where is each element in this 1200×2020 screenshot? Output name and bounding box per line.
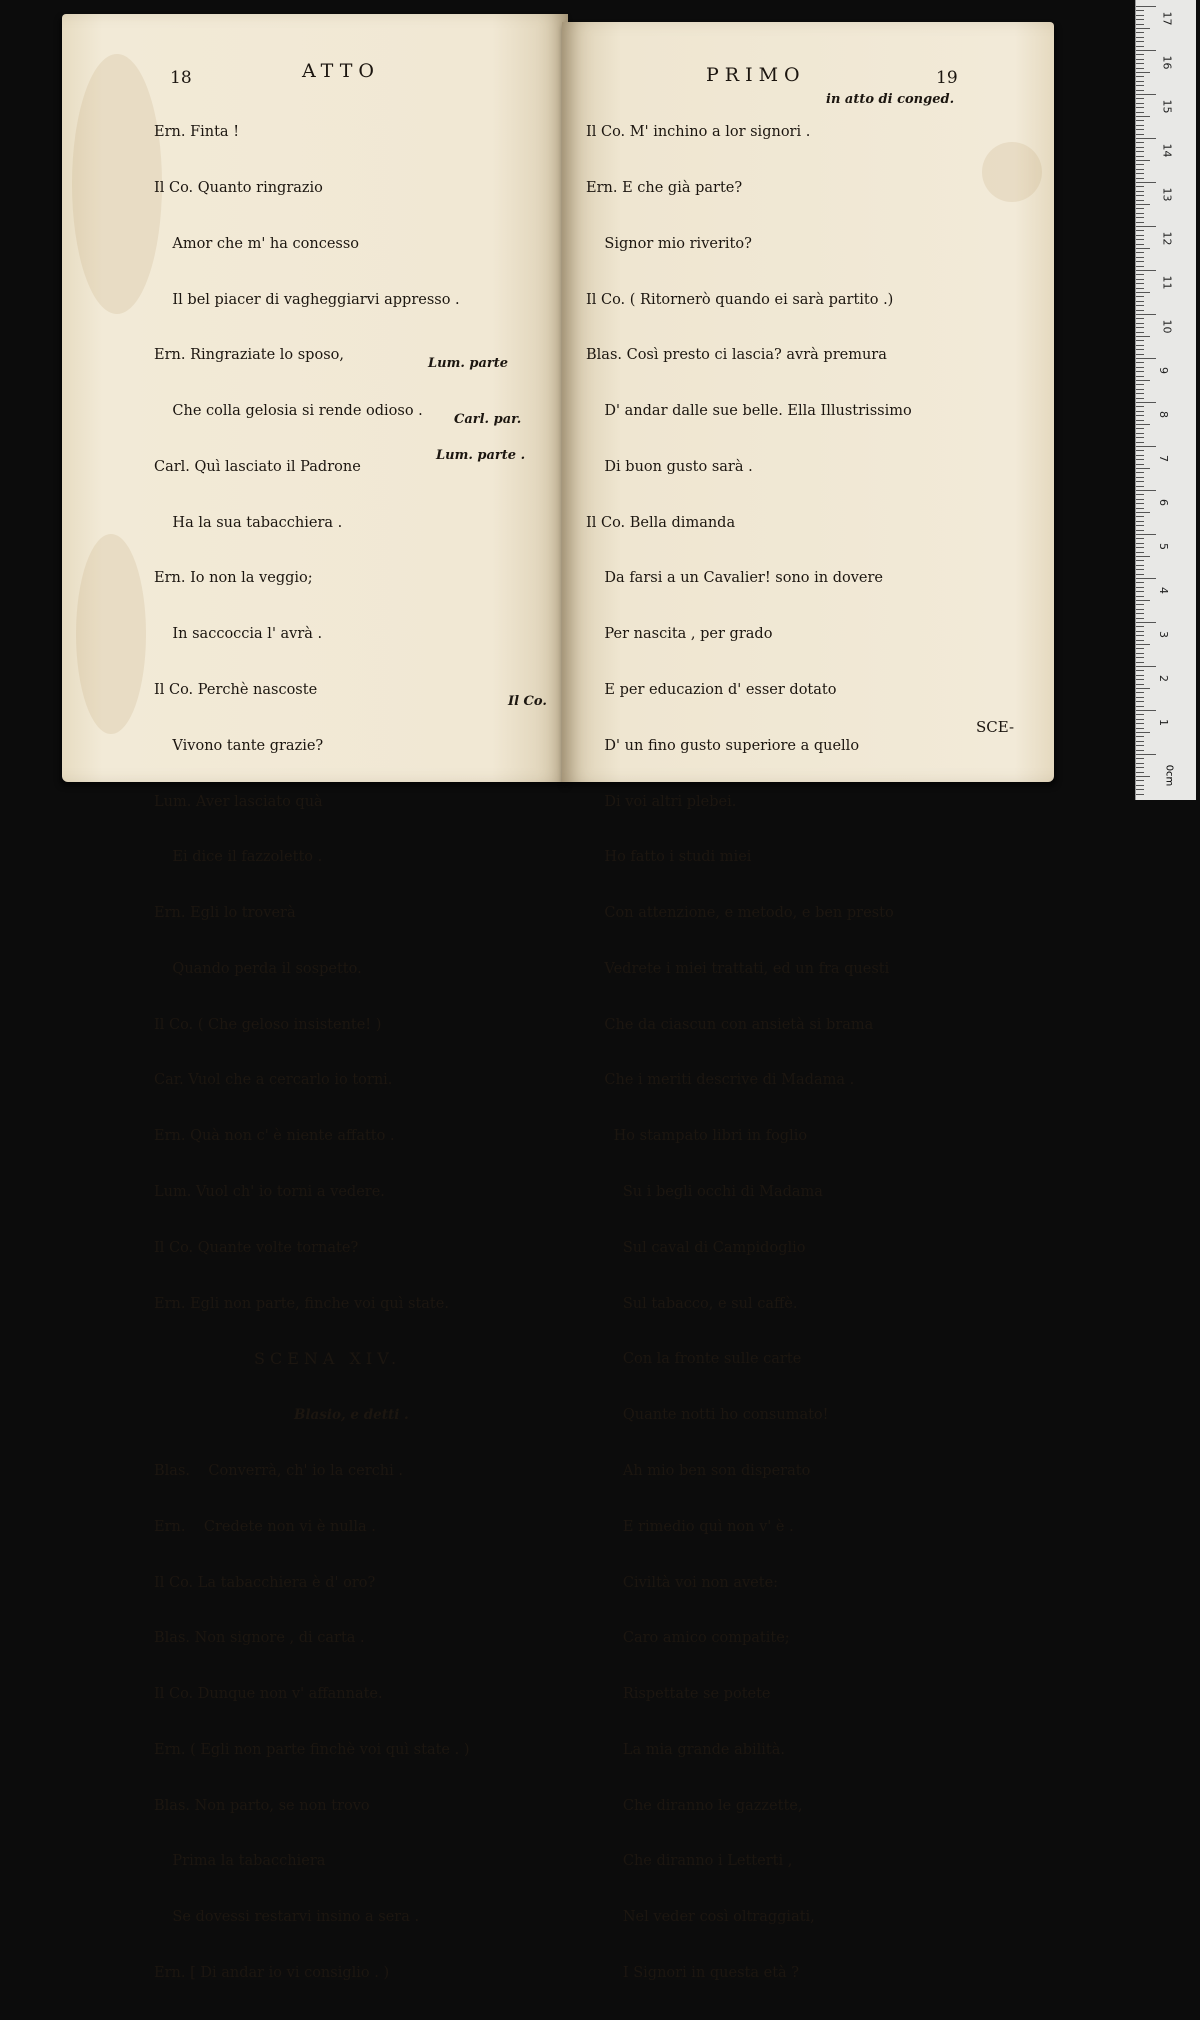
ruler-tick [1136, 464, 1144, 465]
ruler-tick [1136, 472, 1144, 473]
ruler-tick [1136, 138, 1156, 139]
text-line: Ah mio ben son disperato [586, 1462, 811, 1479]
ruler-tick [1136, 283, 1144, 284]
text-line: Ha la sua tabacchiera . [154, 514, 343, 531]
ruler-tick [1136, 279, 1144, 280]
ruler-tick [1136, 345, 1144, 346]
ruler-tick [1136, 600, 1150, 601]
ruler-tick [1136, 714, 1144, 715]
measurement-ruler [1135, 0, 1196, 800]
ruler-tick [1136, 200, 1144, 201]
ruler-tick [1136, 288, 1144, 289]
text-line: Ern. Egli non parte, finche voi quì state. [154, 1295, 449, 1312]
ruler-tick [1136, 178, 1144, 179]
ruler-tick [1136, 314, 1156, 315]
ruler-tick [1136, 468, 1150, 469]
text-line: Ern. Quà non c' è niente affatto . [154, 1128, 395, 1145]
ruler-tick [1136, 455, 1144, 456]
text-line: Il Co. Perchè nascoste [154, 682, 318, 698]
ruler-tick [1136, 10, 1144, 11]
ruler-tick [1136, 648, 1144, 649]
ruler-number: 10 [1160, 319, 1174, 334]
ruler-tick [1136, 512, 1150, 513]
ruler-tick [1136, 327, 1144, 328]
text-line: Il Co. M' inchino a lor signori . [586, 124, 811, 141]
text-line: Quando perda il sospetto. [154, 960, 362, 977]
ruler-tick [1136, 235, 1144, 236]
ruler-tick [1136, 32, 1144, 33]
ruler-tick [1136, 367, 1144, 368]
text-line: Che diranno i Letterti , [586, 1853, 793, 1870]
text-line: Su i begli occhi di Madama [586, 1184, 823, 1201]
ruler-tick [1136, 446, 1156, 447]
ruler-tick [1136, 622, 1156, 623]
ruler-tick [1136, 125, 1144, 126]
ruler-tick [1136, 437, 1144, 438]
text-line: Con la fronte sulle carte [586, 1351, 802, 1368]
ruler-tick [1136, 547, 1144, 548]
text-line: Blas. Converrà, ch' io la cerchi . [154, 1462, 403, 1479]
ruler-tick [1136, 560, 1144, 561]
open-book [62, 8, 1062, 1981]
ruler-tick [1136, 195, 1144, 196]
ruler-tick [1136, 156, 1144, 157]
page-number: 19 [936, 68, 958, 88]
text-line: E per educazion d' esser dotato [586, 682, 837, 698]
paper-stain [72, 54, 162, 314]
ruler-tick [1136, 116, 1150, 117]
ruler-tick [1136, 257, 1144, 258]
text-line: I Signori in questa età ? [586, 1964, 800, 1981]
text-line: Ern. Egli lo troverà [154, 905, 296, 922]
ruler-number: 17 [1160, 11, 1174, 26]
ruler-tick [1136, 415, 1144, 416]
ruler-tick [1136, 477, 1144, 478]
ruler-tick [1136, 323, 1144, 324]
text-line: In saccoccia l' avrà . [154, 626, 323, 643]
ruler-number: 13 [1160, 187, 1174, 202]
ruler-tick [1136, 666, 1156, 667]
ruler-tick [1136, 252, 1144, 253]
ruler-tick [1136, 318, 1144, 319]
ruler-number: 6 [1157, 499, 1170, 506]
stage-direction: Lum. parte . [436, 448, 526, 463]
ruler-tick [1136, 182, 1156, 183]
ruler-tick [1136, 204, 1150, 205]
ruler-tick [1136, 37, 1144, 38]
ruler-tick [1136, 552, 1144, 553]
running-header: PRIMO [706, 64, 806, 86]
ruler-tick [1136, 442, 1144, 443]
ruler-tick [1136, 662, 1144, 663]
ruler-tick [1136, 679, 1144, 680]
ruler-number: 11 [1160, 275, 1174, 290]
ruler-tick [1136, 420, 1144, 421]
text-line: Carl. Quì lasciato il Padrone [154, 458, 361, 475]
ruler-number: 2 [1157, 675, 1170, 682]
text-line: Sul tabacco, e sul caffè. [586, 1295, 798, 1312]
ruler-number: 9 [1157, 367, 1170, 374]
text-line: Ern. [ Di andar io vi consiglio . ) [154, 1964, 390, 1981]
catchword: Il Co. [508, 694, 547, 709]
ruler-tick [1136, 362, 1144, 363]
ruler-tick [1136, 697, 1144, 698]
page-number: 18 [170, 68, 192, 88]
text-line: Nel veder così oltraggiati, [586, 1909, 815, 1926]
stage-direction: Carl. par. [454, 412, 522, 427]
text-line: Da farsi a un Cavalier! sono in dovere [586, 570, 884, 587]
text-line: E rimedio quì non v' è . [586, 1518, 794, 1535]
ruler-tick [1136, 543, 1144, 544]
ruler-tick [1136, 191, 1144, 192]
text-line: Prima la tabacchiera [154, 1853, 326, 1870]
ruler-tick [1136, 736, 1144, 737]
ruler-tick [1136, 710, 1156, 711]
ruler-tick [1136, 640, 1144, 641]
ruler-tick [1136, 596, 1144, 597]
scene-characters: Blasio, e detti . [294, 1407, 409, 1424]
ruler-tick [1136, 358, 1156, 359]
text-line: D' un fino gusto superiore a quello [586, 737, 860, 754]
ruler-tick [1136, 732, 1150, 733]
ruler-tick [1136, 402, 1156, 403]
text-line: Lum. Aver lasciato quà [154, 793, 323, 810]
text-line: La mia grande abilità. [586, 1741, 785, 1758]
left-text-block [154, 86, 469, 2020]
ruler-tick [1136, 292, 1150, 293]
text-line: Rispettate se potete [586, 1686, 771, 1703]
ruler-tick [1136, 186, 1144, 187]
text-line: Ho stampato libri in foglio [586, 1128, 808, 1145]
ruler-tick [1136, 296, 1144, 297]
stage-direction: in atto di conged. [826, 92, 955, 107]
paper-stain [76, 534, 146, 734]
text-line: Il bel piacer di vagheggiarvi appresso . [154, 291, 460, 308]
ruler-tick [1136, 618, 1144, 619]
ruler-tick [1136, 574, 1144, 575]
ruler-tick [1136, 776, 1150, 777]
ruler-tick [1136, 635, 1144, 636]
ruler-tick [1136, 248, 1150, 249]
ruler-tick [1136, 675, 1144, 676]
ruler-tick [1136, 556, 1150, 557]
text-line: Il Co. Quante volte tornate? [154, 1239, 359, 1256]
ruler-tick [1136, 525, 1144, 526]
ruler-tick [1136, 222, 1144, 223]
text-line: Ern. Io non la veggio; [154, 570, 313, 587]
ruler-tick [1136, 424, 1150, 425]
text-line: Caro amico compatite; [586, 1630, 790, 1647]
ruler-tick [1136, 433, 1144, 434]
ruler-tick [1136, 76, 1144, 77]
ruler-tick [1136, 644, 1150, 645]
ruler-tick [1136, 19, 1144, 20]
ruler-tick [1136, 406, 1144, 407]
running-header: ATTO [302, 60, 380, 82]
text-line: Ern. Credete non vi è nulla . [154, 1518, 376, 1535]
text-line: Con attenzione, e metodo, e ben presto [586, 905, 894, 922]
ruler-tick [1136, 147, 1144, 148]
ruler-number: 1 [1157, 719, 1170, 726]
ruler-tick [1136, 508, 1144, 509]
text-line: Ern. Finta ! [154, 124, 240, 141]
text-line: Il Co. Dunque non v' affannate. [154, 1686, 383, 1703]
ruler-tick [1136, 239, 1144, 240]
ruler-tick [1136, 151, 1144, 152]
ruler-tick [1136, 266, 1144, 267]
ruler-tick [1136, 81, 1144, 82]
ruler-tick [1136, 719, 1144, 720]
text-line: Ern. Ringraziate lo sposo, [154, 347, 344, 364]
ruler-tick [1136, 728, 1144, 729]
ruler-tick [1136, 741, 1144, 742]
ruler-number: 3 [1157, 631, 1170, 638]
ruler-tick [1136, 758, 1144, 759]
ruler-tick [1136, 305, 1144, 306]
ruler-tick [1136, 626, 1144, 627]
right-page [562, 22, 1054, 1981]
text-line: Lum. Vuol ch' io torni a vedere. [154, 1184, 385, 1201]
ruler-tick [1136, 142, 1144, 143]
ruler-tick [1136, 750, 1144, 751]
text-line: Che diranno le gazzette, [586, 1797, 803, 1814]
ruler-tick [1136, 134, 1144, 135]
ruler-tick [1136, 354, 1144, 355]
ruler-tick [1136, 230, 1144, 231]
ruler-tick [1136, 723, 1144, 724]
ruler-tick [1136, 706, 1144, 707]
ruler-tick [1136, 160, 1150, 161]
ruler-tick [1136, 684, 1144, 685]
ruler-tick [1136, 393, 1144, 394]
ruler-tick [1136, 261, 1144, 262]
ruler-tick [1136, 72, 1150, 73]
ruler-tick [1136, 68, 1144, 69]
ruler-tick [1136, 587, 1144, 588]
text-line: Ern. ( Egli non parte finchè voi quì state . ) [154, 1741, 470, 1758]
text-line: Il Co. ( Ritornerò quando ei sarà partito .) [586, 291, 894, 308]
ruler-tick [1136, 578, 1156, 579]
text-line: Di voi altri plebei. [586, 793, 737, 810]
ruler-tick [1136, 349, 1144, 350]
text-line: Che da ciascun con ansietà si brama [586, 1016, 874, 1033]
text-line: Signor mio riverito? [586, 235, 752, 252]
ruler-tick [1136, 24, 1144, 25]
left-page [62, 14, 568, 1981]
ruler-tick [1136, 63, 1144, 64]
text-line: Sul caval di Campidoglio [586, 1239, 806, 1256]
ruler-tick [1136, 389, 1144, 390]
ruler-number: 14 [1160, 143, 1174, 158]
ruler-tick [1136, 657, 1144, 658]
ruler-tick [1136, 653, 1144, 654]
ruler-tick [1136, 772, 1144, 773]
text-line: Il Co. La tabacchiera è d' oro? [154, 1574, 376, 1591]
ruler-tick [1136, 490, 1156, 491]
ruler-tick [1136, 754, 1156, 755]
ruler-tick [1136, 112, 1144, 113]
text-line: Di buon gusto sarà . [586, 458, 753, 475]
ruler-tick [1136, 90, 1144, 91]
ruler-tick [1136, 411, 1144, 412]
ruler-unit-label: 0cm [1163, 764, 1175, 787]
ruler-tick [1136, 565, 1144, 566]
text-line: Vivono tante grazie? [154, 737, 324, 754]
ruler-tick [1136, 516, 1144, 517]
text-line: Blas. Non parto, se non trovo [154, 1797, 370, 1814]
ruler-tick [1136, 450, 1144, 451]
ruler-tick [1136, 301, 1144, 302]
ruler-tick [1136, 98, 1144, 99]
ruler-tick [1136, 310, 1144, 311]
ruler-tick [1136, 384, 1144, 385]
ruler-tick [1136, 499, 1144, 500]
ruler-tick [1136, 107, 1144, 108]
ruler-tick [1136, 103, 1144, 104]
ruler-tick [1136, 340, 1144, 341]
ruler-tick [1136, 46, 1144, 47]
ruler-tick [1136, 701, 1144, 702]
ruler-tick [1136, 494, 1144, 495]
ruler-tick [1136, 692, 1144, 693]
ruler-tick [1136, 398, 1144, 399]
ruler-tick [1136, 604, 1144, 605]
ruler-tick [1136, 794, 1144, 795]
ruler-tick [1136, 94, 1156, 95]
ruler-tick [1136, 785, 1144, 786]
stage-direction: Lum. parte [428, 356, 509, 371]
ruler-tick [1136, 609, 1144, 610]
ruler-tick [1136, 41, 1144, 42]
ruler-tick [1136, 582, 1144, 583]
text-line: Il Co. Bella dimanda [586, 514, 736, 531]
ruler-tick [1136, 129, 1144, 130]
ruler-number: 8 [1157, 411, 1170, 418]
text-line: Blas. Così presto ci lascia? avrà premura [586, 347, 887, 364]
catchword: SCE- [976, 718, 1015, 736]
text-line: Il Co. ( Che geloso insistente! ) [154, 1016, 382, 1033]
ruler-tick [1136, 530, 1144, 531]
ruler-tick [1136, 217, 1144, 218]
text-line: Il Co. Quanto ringrazio [154, 179, 323, 196]
ruler-tick [1136, 789, 1144, 790]
ruler-tick [1136, 591, 1144, 592]
scene-heading: SCENA XIV. [254, 1349, 402, 1369]
ruler-tick [1136, 173, 1144, 174]
ruler-tick [1136, 428, 1144, 429]
text-line: Ern. E che già parte? [586, 179, 743, 196]
ruler-tick [1136, 376, 1144, 377]
ruler-tick [1136, 336, 1150, 337]
ruler-tick [1136, 169, 1144, 170]
ruler-tick [1136, 50, 1156, 51]
ruler-number: 7 [1157, 455, 1170, 462]
ruler-tick [1136, 54, 1144, 55]
ruler-tick [1136, 521, 1144, 522]
ruler-tick [1136, 538, 1144, 539]
ruler-tick [1136, 274, 1144, 275]
ruler-tick [1136, 6, 1156, 7]
ruler-number: 15 [1160, 99, 1174, 114]
text-line: Vedrete i miei trattati, ed un fra questi [586, 960, 890, 977]
text-line: Quante notti ho consumato! [586, 1407, 829, 1424]
text-line: Che colla gelosia si rende odioso . [154, 403, 423, 420]
ruler-tick [1136, 28, 1150, 29]
text-line: Ho fatto i studi miei [586, 849, 752, 866]
ruler-tick [1136, 481, 1144, 482]
text-line: Ei dice il fazzoletto . [154, 849, 323, 866]
ruler-tick [1136, 208, 1144, 209]
ruler-tick [1136, 270, 1156, 271]
ruler-number: 12 [1160, 231, 1174, 246]
ruler-tick [1136, 244, 1144, 245]
ruler-number: 5 [1157, 543, 1170, 550]
ruler-tick [1136, 226, 1156, 227]
ruler-tick [1136, 120, 1144, 121]
ruler-tick [1136, 371, 1144, 372]
text-line: Amor che m' ha concesso [154, 235, 360, 252]
right-text-block [586, 86, 912, 2020]
ruler-tick [1136, 486, 1144, 487]
ruler-tick [1136, 59, 1144, 60]
ruler-tick [1136, 569, 1144, 570]
ruler-tick [1136, 670, 1144, 671]
ruler-tick [1136, 688, 1150, 689]
text-line: Per nascita , per grado [586, 626, 773, 643]
text-line: Car. Vuol che a cercarlo io torni. [154, 1072, 393, 1089]
paper-stain [982, 142, 1042, 202]
ruler-tick [1136, 763, 1144, 764]
text-line: Blas. Non signore , di carta . [154, 1630, 365, 1647]
ruler-number: 4 [1157, 587, 1170, 594]
ruler-tick [1136, 332, 1144, 333]
ruler-tick [1136, 780, 1144, 781]
ruler-tick [1136, 613, 1144, 614]
ruler-tick [1136, 459, 1144, 460]
ruler-tick [1136, 380, 1150, 381]
ruler-tick [1136, 767, 1144, 768]
text-line: Che i meriti descrive di Madama . [586, 1072, 855, 1089]
ruler-tick [1136, 745, 1144, 746]
ruler-tick [1136, 503, 1144, 504]
ruler-tick [1136, 213, 1144, 214]
text-line: Se dovessi restarvi insino a sera . [154, 1909, 420, 1926]
ruler-tick [1136, 15, 1144, 16]
ruler-number: 16 [1160, 55, 1174, 70]
ruler-tick [1136, 534, 1156, 535]
ruler-tick [1136, 85, 1144, 86]
text-line: D' andar dalle sue belle. Ella Illustrissimo [586, 403, 912, 420]
ruler-tick [1136, 164, 1144, 165]
text-line: Civiltà voi non avete: [586, 1574, 779, 1591]
ruler-tick [1136, 631, 1144, 632]
